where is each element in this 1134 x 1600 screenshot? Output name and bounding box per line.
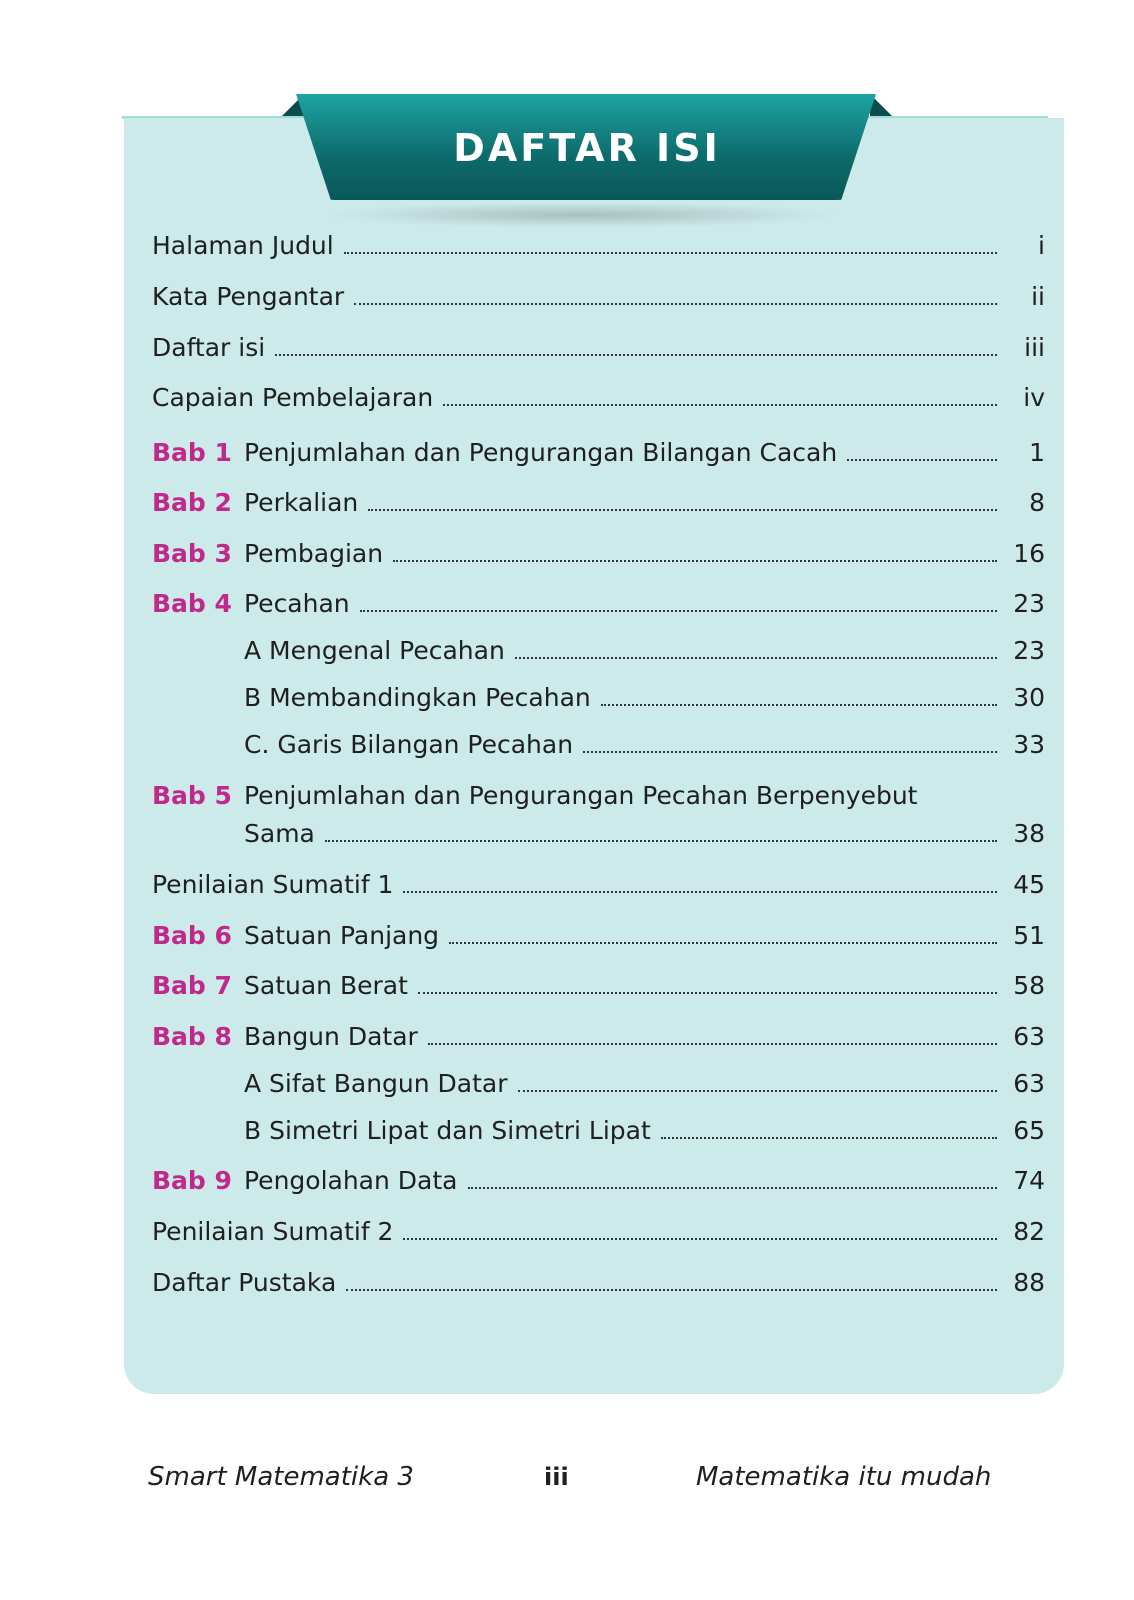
leader-dots	[393, 559, 997, 562]
toc-subentry	[152, 1113, 1045, 1149]
toc-entry	[152, 586, 1045, 622]
entry-title: Penjumlahan dan Pengurangan Bilangan Cacah	[244, 438, 838, 467]
leader-dots	[449, 941, 997, 944]
entry-title: Capaian Pembelajaran	[152, 383, 434, 412]
leader-dots	[354, 302, 997, 305]
toc-entry	[152, 867, 1045, 903]
leader-dots	[515, 656, 997, 659]
page-number: 16	[1013, 539, 1045, 568]
toc-entry	[152, 918, 1045, 954]
entry-title: Penilaian Sumatif 2	[152, 1217, 394, 1246]
entry-title: Satuan Berat	[244, 971, 408, 1000]
toc-subentry	[152, 680, 1045, 716]
toc-entry-continued	[152, 816, 1045, 852]
entry-title: C. Garis Bilangan Pecahan	[244, 730, 574, 759]
leader-dots	[275, 353, 997, 356]
page-number: ii	[1031, 282, 1045, 311]
entry-title: Satuan Panjang	[244, 921, 440, 950]
entry-title: Bangun Datar	[244, 1022, 418, 1051]
page-number: 74	[1013, 1166, 1045, 1195]
chapter-label: Bab 8	[152, 1022, 232, 1051]
leader-dots	[325, 839, 997, 842]
toc-subentry	[152, 1066, 1045, 1102]
toc-entry	[152, 778, 1045, 814]
toc-entry	[152, 536, 1045, 572]
leader-dots	[847, 458, 997, 461]
chapter-label: Bab 9	[152, 1166, 232, 1195]
entry-title: A Sifat Bangun Datar	[244, 1069, 508, 1098]
chapter-label: Bab 7	[152, 971, 232, 1000]
page-number: iii	[1024, 333, 1045, 362]
chapter-label: Bab 5	[152, 781, 232, 810]
page-number: 30	[1013, 683, 1045, 712]
entry-title: A Mengenal Pecahan	[244, 636, 505, 665]
entry-title: Daftar Pustaka	[152, 1268, 337, 1297]
leader-dots	[443, 403, 997, 406]
page-title: DAFTAR ISI	[453, 126, 721, 170]
entry-title: Penjumlahan dan Pengurangan Pecahan Berpenyebut	[244, 781, 918, 810]
page-number: 63	[1013, 1069, 1045, 1098]
footer-page-number: iii	[544, 1463, 569, 1491]
page-number: i	[1038, 231, 1045, 260]
leader-dots	[344, 251, 997, 254]
chapter-label: Bab 3	[152, 539, 232, 568]
page-number: 1	[1029, 438, 1045, 467]
entry-title: Pembagian	[244, 539, 384, 568]
leader-dots	[346, 1288, 997, 1291]
chapter-label: Bab 1	[152, 438, 232, 467]
toc-subentry	[152, 633, 1045, 669]
page-number: 63	[1013, 1022, 1045, 1051]
page-number: iv	[1023, 383, 1045, 412]
leader-dots	[428, 1042, 997, 1045]
entry-title: B Membandingkan Pecahan	[244, 683, 591, 712]
chapter-label: Bab 4	[152, 589, 232, 618]
page-number: 23	[1013, 589, 1045, 618]
leader-dots	[601, 703, 997, 706]
toc-entry	[152, 1265, 1045, 1301]
page-number: 88	[1013, 1268, 1045, 1297]
entry-title: Kata Pengantar	[152, 282, 345, 311]
leader-dots	[661, 1136, 997, 1139]
entry-title: Pengolahan Data	[244, 1166, 458, 1195]
page-number: 38	[1013, 819, 1045, 848]
entry-title: Pecahan	[244, 589, 350, 618]
leader-dots	[403, 1237, 997, 1240]
toc-subentry	[152, 727, 1045, 763]
entry-title-continued: Sama	[244, 819, 315, 848]
toc-entry	[152, 228, 1045, 264]
page-number: 33	[1013, 730, 1045, 759]
leader-dots	[360, 609, 997, 612]
page-number: 45	[1013, 870, 1045, 899]
toc-entry	[152, 380, 1045, 416]
toc-header	[282, 94, 892, 244]
page-number: 23	[1013, 636, 1045, 665]
footer-book-title: Smart Matematika 3	[148, 1462, 414, 1492]
leader-dots	[403, 890, 997, 893]
page-number: 65	[1013, 1116, 1045, 1145]
entry-title: Daftar isi	[152, 333, 266, 362]
toc-entry	[152, 485, 1045, 521]
page-number: 58	[1013, 971, 1045, 1000]
entry-title: Perkalian	[244, 488, 359, 517]
footer-tagline: Matematika itu mudah	[696, 1462, 992, 1492]
leader-dots	[518, 1089, 997, 1092]
chapter-label: Bab 6	[152, 921, 232, 950]
chapter-label: Bab 2	[152, 488, 232, 517]
leader-dots	[368, 508, 997, 511]
toc-entry	[152, 1214, 1045, 1250]
entry-title: Halaman Judul	[152, 231, 334, 260]
leader-dots	[468, 1186, 998, 1189]
toc-entry	[152, 435, 1045, 471]
page-number: 51	[1013, 921, 1045, 950]
page-number: 82	[1013, 1217, 1045, 1246]
toc-entry	[152, 968, 1045, 1004]
leader-dots	[583, 750, 997, 753]
leader-dots	[418, 991, 997, 994]
entry-title: Penilaian Sumatif 1	[152, 870, 394, 899]
entry-title: B Simetri Lipat dan Simetri Lipat	[244, 1116, 651, 1145]
toc-entry	[152, 1019, 1045, 1055]
toc-entry	[152, 330, 1045, 366]
toc-entry	[152, 279, 1045, 315]
toc-entry	[152, 1163, 1045, 1199]
page-number: 8	[1029, 488, 1045, 517]
banner-shadow	[322, 202, 842, 228]
